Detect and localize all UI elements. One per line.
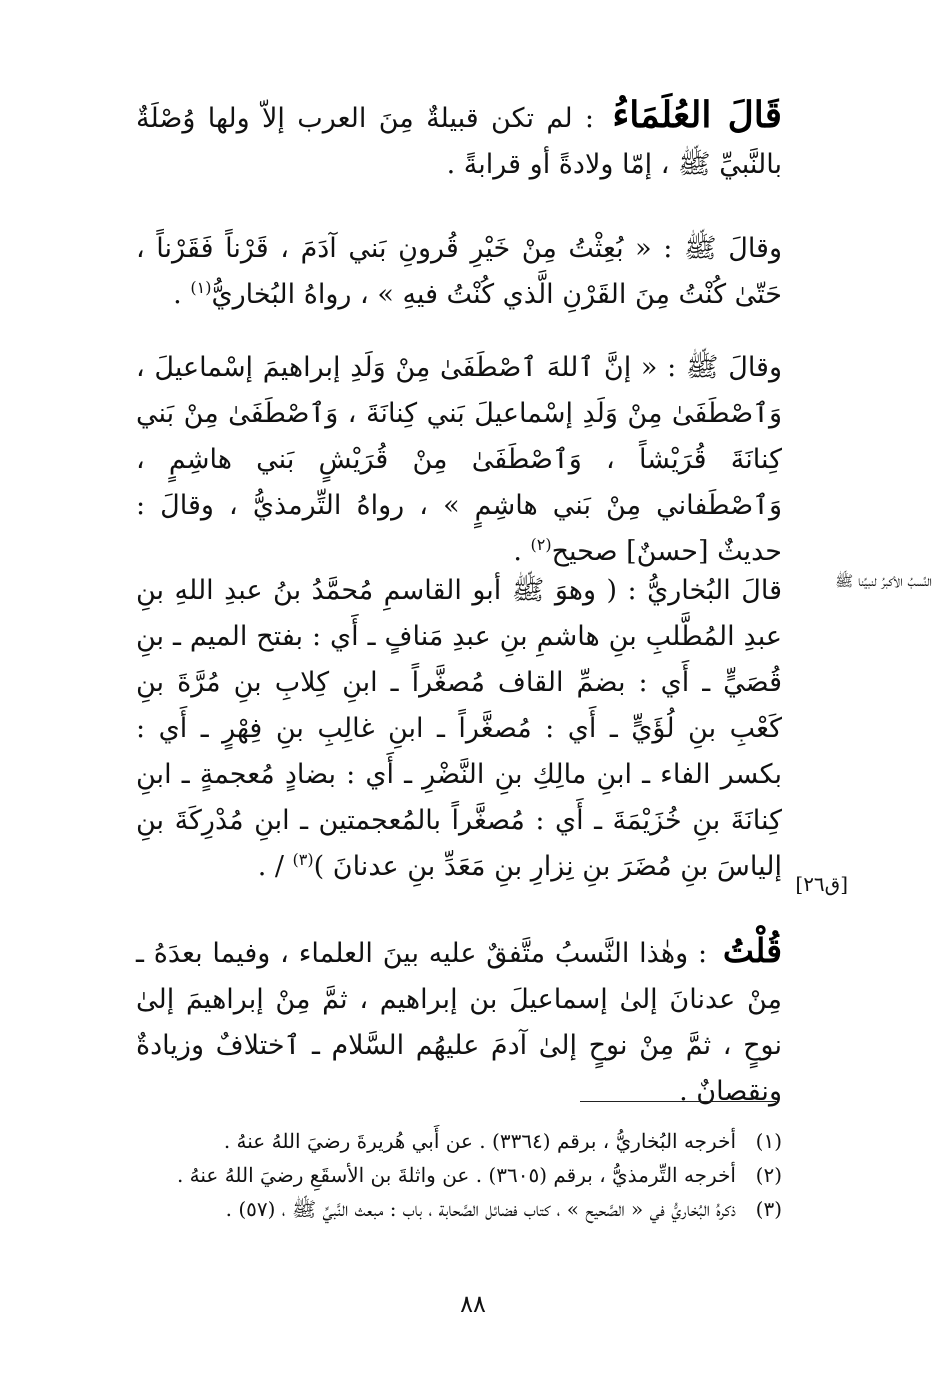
paragraph-i-said (136, 928, 782, 1115)
footnote-item (136, 1158, 782, 1192)
paragraph-tail: . (513, 536, 522, 567)
paragraph-text: وقالَ ﷺ : « إنَّ ٱللهَ ٱصْطَفَىٰ مِنْ وَلَدِ إبراهيمَ إسْماعيلَ ، وَٱصْطَفَىٰ مِنْ وَلَدِ إسْماعيلَ بَني كِنانَةَ ، وَٱصْطَفَىٰ مِنْ بَني كِنانَةَ قُرَيْشاً ، وَٱصْطَفَىٰ مِنْ قُرَيْشٍ بَني هاشِمٍ ، وَٱصْطَفاني مِنْ بَني هاشِمٍ » ، رواهُ التِّرمذيُّ ، وقالَ : حديثٌ [حسنٌ] صحيح (136, 352, 782, 567)
footnote-marker[interactable]: (٢) (530, 535, 552, 554)
page-number: ٨٨ (460, 1290, 486, 1318)
footnote-number: (١) (755, 1129, 782, 1153)
paragraph-tail: . (173, 279, 182, 310)
footnote-marker[interactable]: (٣) (292, 850, 314, 869)
footnote-text: أخرجه التِّرمذيُّ ، برقم (٣٦٠٥) . عن واثلةَ بن الأسقَعِ رضيَ اللهُ عنهُ . (176, 1163, 736, 1187)
footnote-text: أخرجه البُخاريُّ ، برقم (٣٣٦٤) . عن أَبي هُريرةَ رضيَ اللهُ عنهُ . (223, 1129, 736, 1153)
margin-heading: النَّسبُ الأكبرُ لنبيِّنا ﷺ (835, 572, 932, 590)
lead-word-i-said: قُلْتُ (722, 931, 782, 970)
footnote-marker[interactable]: (١) (190, 278, 212, 297)
footnotes (136, 1124, 782, 1226)
footnote-item (136, 1192, 782, 1226)
paragraph-text: وقالَ ﷺ : « بُعِثْتُ مِنْ خَيْرِ قُرونِ بَني آدَمَ ، قَرْناً فَقَرْناً ، حَتّىٰ كُنْتُ مِنَ القَرْنِ الَّذي كُنْتُ فيهِ » ، رواهُ البُخاريُّ (136, 233, 782, 310)
paragraph-text: : وهٰذا النَّسبُ متَّفقٌ عليه بينَ العلماء ، وفيما بعدَهُ ـ مِنْ عدنانَ إلىٰ إسماعيلَ بن إبراهيم ، ثمَّ مِنْ إبراهيمَ إلىٰ نوحٍ ، ثمَّ مِنْ نوحٍ إلىٰ آدمَ عليهُم السَّلام ـ ٱختلافٌ وزيادةٌ ونقصانٌ . (136, 938, 782, 1107)
lead-word-scholars: قَالَ العُلَمَاءُ (612, 94, 782, 136)
paragraph-scholars (136, 92, 782, 188)
paragraph-tail: / . (257, 851, 284, 882)
paragraph-text: قالَ البُخاريُّ : ( وهوَ ﷺ أبو القاسمِ مُحمَّدُ بنُ عبدِ اللهِ بنِ عبدِ المُطَّلبِ بنِ هاشمِ بنِ عبدِ مَنافٍ ـ أَي : بفتح الميم ـ بنِ قُصَيٍّ ـ أَي : بضمِّ القاف مُصغَّراً ـ ابنِ كِلابِ بنِ مُرَّةَ بنِ كَعْبِ بنِ لُؤَيٍّ ـ أَي : مُصغَّراً ـ ابنِ غالِبِ بنِ فِهْرٍ ـ أَي : بكسر الفاء ـ ابنِ مالِكِ بنِ النَّضْرِ ـ أَي : بضادٍ مُعجمةٍ ـ ابنِ كِنانَةَ بنِ خُزَيْمَةَ ـ أَي : مُصغَّراً بالمُعجمتين ـ ابنِ مُدْرِكَةَ بنِ إلياسَ بنِ مُضَرَ بنِ نِزارِ بنِ مَعَدِّ بنِ عدنانَ ) (136, 575, 782, 882)
footnote-item (136, 1124, 782, 1158)
paragraph-lineage (136, 568, 782, 890)
footnote-number: (٣) (755, 1197, 782, 1221)
footnote-number: (٢) (755, 1163, 782, 1187)
manuscript-folio-ref: [ق٢٦] (795, 872, 848, 896)
footnote-divider (580, 1101, 776, 1102)
footnote-text: ذكرهُ البُخاريُّ في « الصَّحيح » ، كتاب فضائل الصَّحابة ، باب : مبعث النَّبيِّ ﷺ ، (٥٧) . (225, 1197, 736, 1221)
paragraph-hadith-bukhari (136, 226, 782, 318)
paragraph-hadith-tirmidhi (136, 345, 782, 575)
paragraph-text: : لم تكن قبيلةٌ مِنَ العرب إلاّ ولها وُصْلَةٌ بالنَّبيِّ ﷺ ، إمّا ولادةً أو قرابةً . (136, 103, 782, 180)
